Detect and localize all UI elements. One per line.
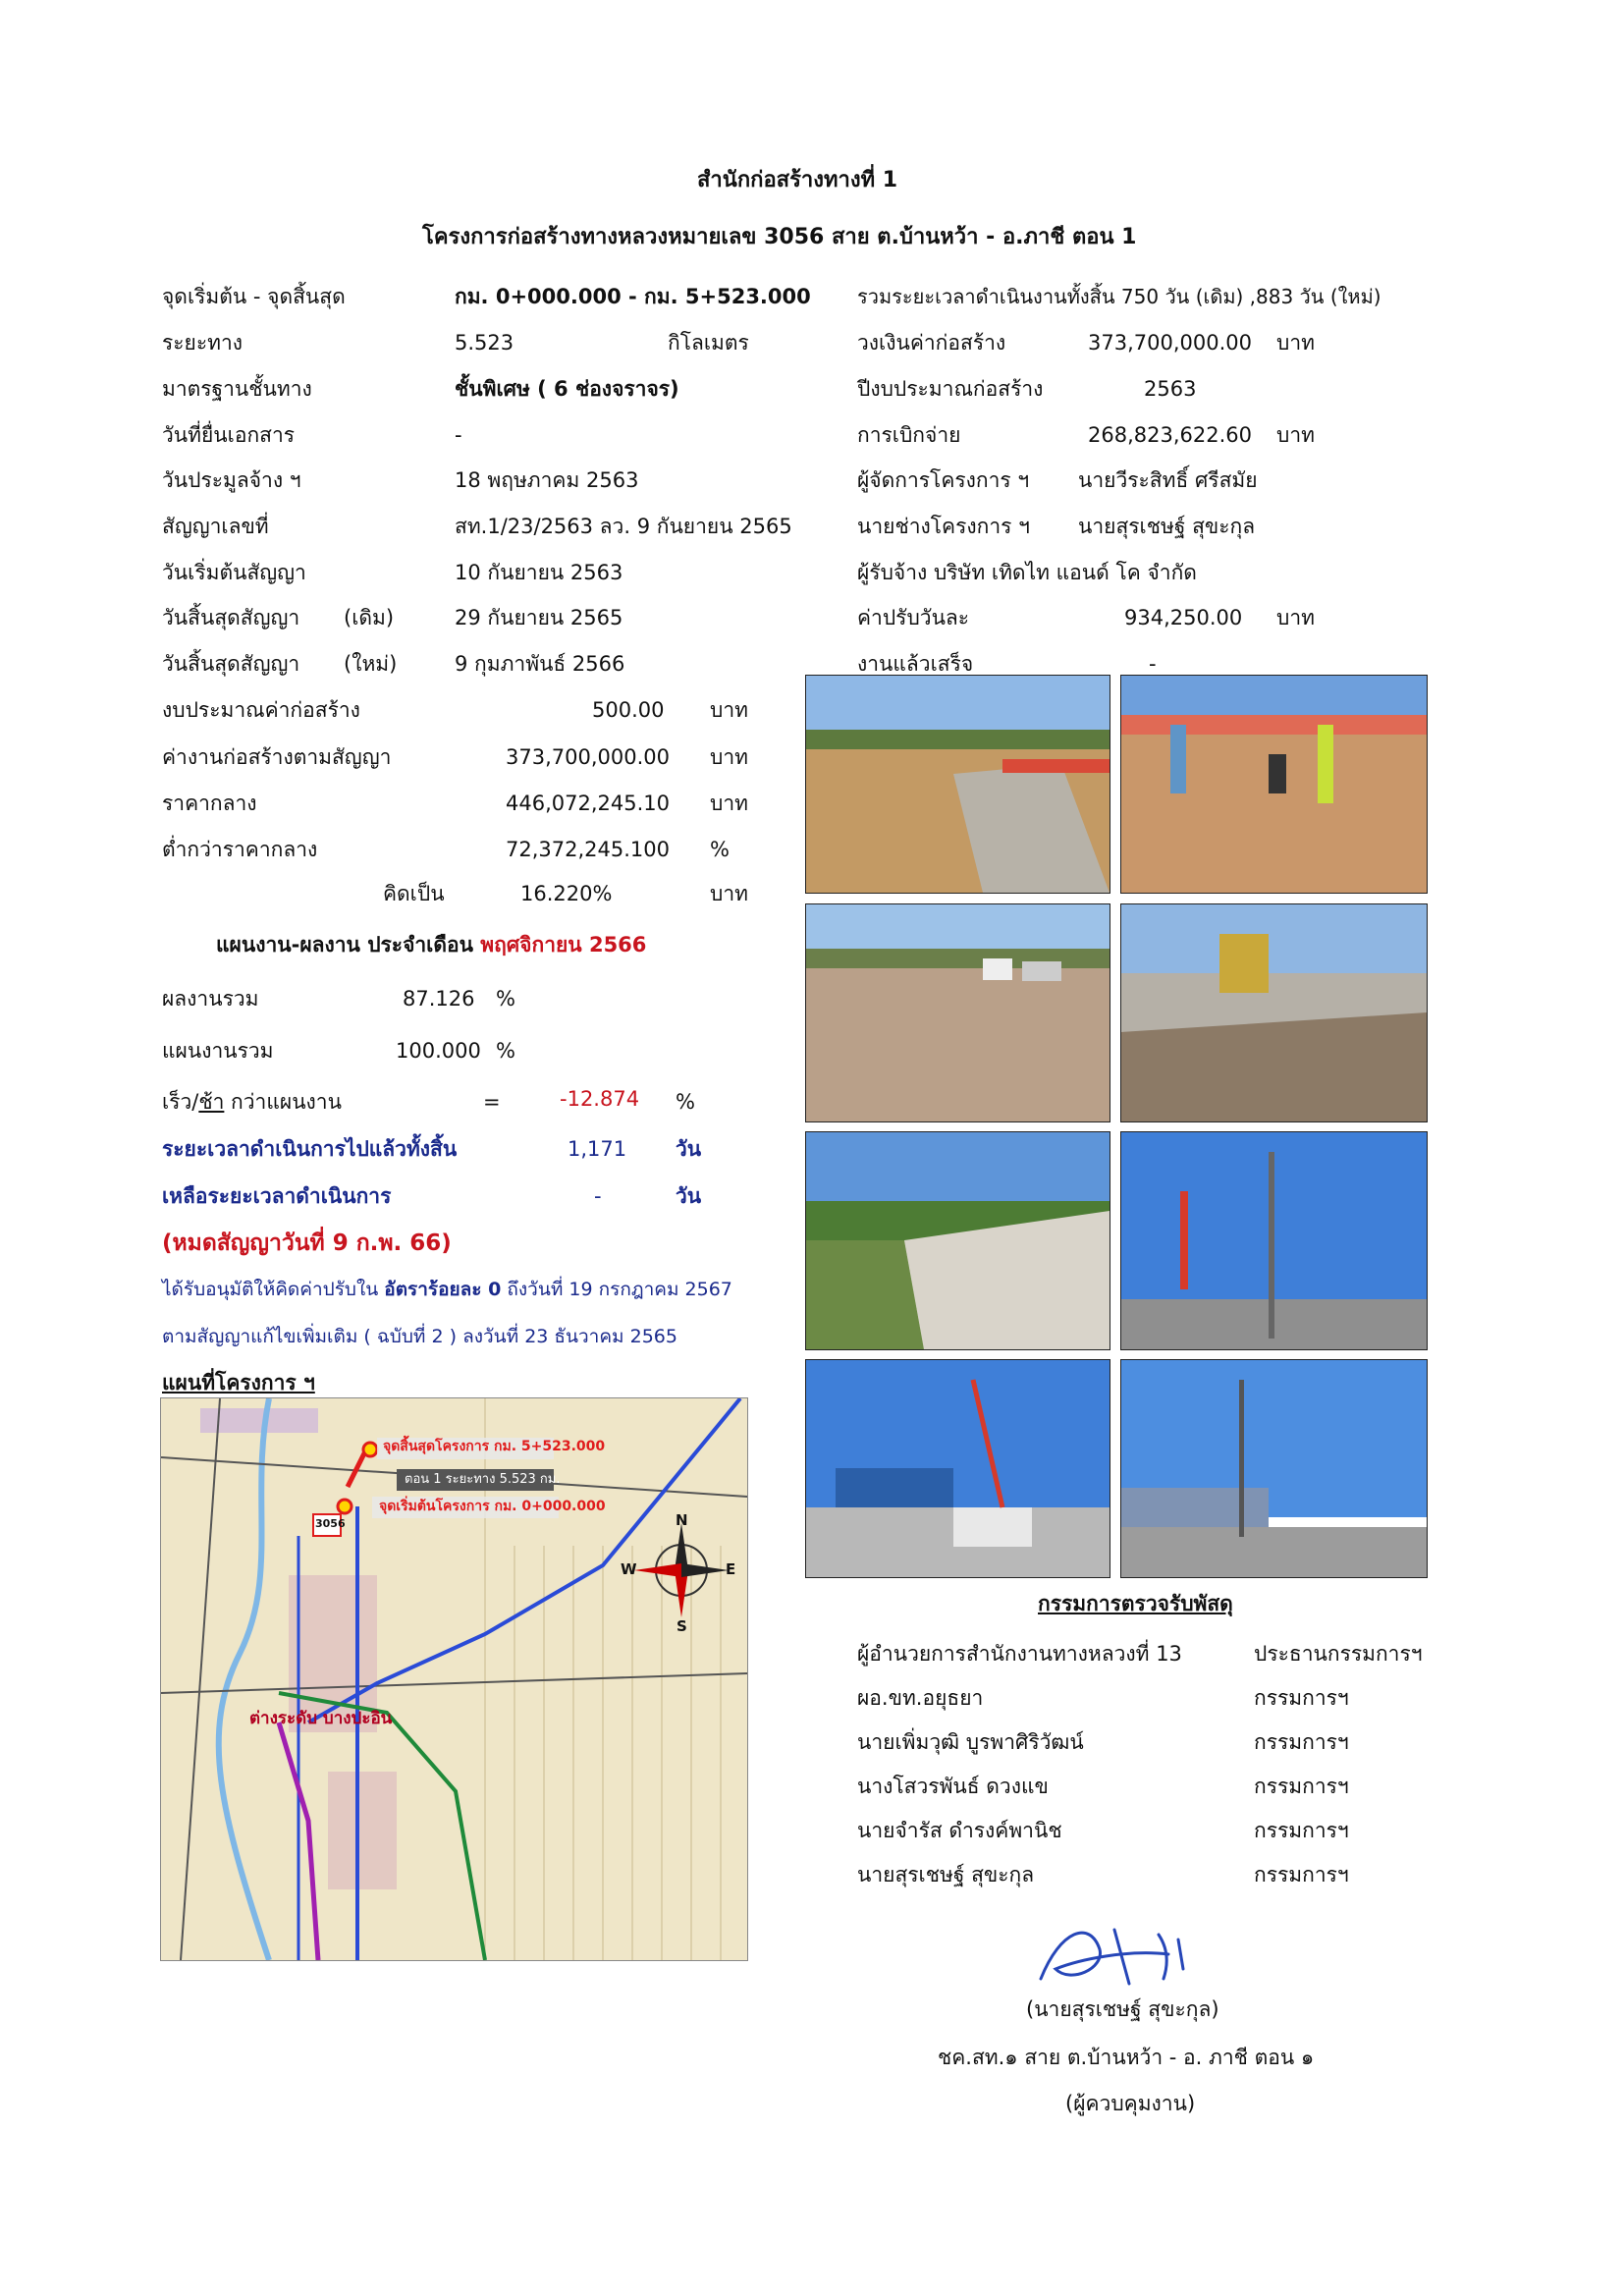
ratio-unit: บาท	[710, 882, 748, 905]
start-date-label: วันเริ่มต้นสัญญา	[162, 561, 306, 584]
map-start-label: จุดเริ่มต้นโครงการ กม. 0+000.000	[379, 1499, 606, 1514]
submit-value: -	[455, 423, 462, 447]
signer-name: (นายสุรเชษฐ์ สุขะกุล)	[1026, 1997, 1219, 2021]
end-old-tag: (เดิม)	[344, 606, 395, 629]
bid-value: 18 พฤษภาคม 2563	[455, 468, 639, 492]
diff-value: -12.874	[560, 1087, 640, 1111]
committee-member-name: นางโสวรพันธ์ ดวงแข	[857, 1775, 1049, 1798]
compass-e: E	[726, 1560, 736, 1578]
committee-member-role: กรรมการฯ	[1254, 1819, 1349, 1842]
committee-member-role: กรรมการฯ	[1254, 1775, 1349, 1798]
committee-member-name: ผู้อำนวยการสำนักงานทางหลวงที่ 13	[857, 1642, 1182, 1666]
map-end-label: จุดสิ้นสุดโครงการ กม. 5+523.000	[383, 1439, 606, 1454]
site-photo-8	[1120, 1359, 1428, 1578]
committee-member-role: ประธานกรรมการฯ	[1254, 1642, 1423, 1666]
contractor-text: ผู้รับจ้าง บริษัท เทิดไท แอนด์ โค จำกัด	[857, 561, 1197, 584]
paid-label: การเบิกจ่าย	[857, 423, 961, 447]
start-point-marker	[338, 1500, 352, 1513]
diff-label	[162, 1092, 342, 1113]
site-photo-3	[805, 903, 1110, 1122]
remaining-label: เหลือระยะเวลาดำเนินการ	[162, 1184, 392, 1208]
fine-unit: บาท	[1276, 606, 1315, 629]
engineer-value: นายสุรเชษฐ์ สุขะกุล	[1078, 515, 1256, 538]
progress-title-prefix: แผนงาน-ผลงาน ประจำเดือน	[216, 933, 473, 957]
committee-member-name: นายสุรเชษฐ์ สุขะกุล	[857, 1863, 1035, 1886]
committee-member-role: กรรมการฯ	[1254, 1863, 1349, 1886]
progress-month: พฤศจิกายน 2566	[480, 933, 647, 957]
manager-label: ผู้จัดการโครงการ ฯ	[857, 468, 1030, 492]
est-budget-value: 500.00	[592, 698, 665, 722]
median-price-label: ราคากลาง	[162, 792, 257, 815]
distance-unit: กิโลเมตร	[668, 331, 749, 355]
end-new-value: 9 กุมภาพันธ์ 2566	[455, 652, 625, 676]
end-old-label: วันสิ้นสุดสัญญา	[162, 606, 300, 629]
paid-value: 268,823,622.60	[1088, 423, 1252, 447]
below-median-unit: %	[710, 838, 730, 861]
site-photo-5	[805, 1131, 1110, 1350]
committee-member-name: นายจำรัส ดำรงค์พานิช	[857, 1819, 1062, 1842]
signer-position: ชค.สท.๑ สาย ต.บ้านหว้า - อ. ภาชี ตอน ๑	[938, 2046, 1315, 2069]
contract-amount-label: ค่างานก่อสร้างตามสัญญา	[162, 745, 392, 769]
contract-label: สัญญาเลขที่	[162, 515, 269, 538]
committee-member-name: ผอ.ขท.อยุธยา	[857, 1686, 984, 1710]
below-median-value: 72,372,245.100	[506, 838, 670, 861]
budget-label: วงเงินค่าก่อสร้าง	[857, 331, 1006, 355]
median-price-unit: บาท	[710, 792, 748, 815]
site-photo-1	[805, 675, 1110, 894]
site-photo-7	[805, 1359, 1110, 1578]
est-budget-unit: บาท	[710, 698, 748, 722]
project-title: โครงการก่อสร้างทางหลวงหมายเลข 3056 สาย ต.บ้านหว้า - อ.ภาชี ตอน 1	[422, 225, 1137, 249]
standard-label: มาตรฐานชั้นทาง	[162, 377, 312, 401]
signature-image	[1021, 1910, 1218, 1998]
actual-value: 87.126	[403, 987, 475, 1011]
plan-value: 100.000	[396, 1039, 481, 1063]
plan-label: แผนงานรวม	[162, 1039, 274, 1063]
diff-eq: =	[483, 1090, 501, 1114]
ratio-value: 16.220%	[520, 882, 613, 905]
distance-label: ระยะทาง	[162, 331, 244, 355]
fine-value: 934,250.00	[1124, 606, 1243, 629]
actual-label: ผลงานรวม	[162, 987, 259, 1011]
elapsed-unit: วัน	[676, 1137, 702, 1161]
office-title: สำนักก่อสร้างทางที่ 1	[697, 168, 898, 192]
committee-member-role: กรรมการฯ	[1254, 1730, 1349, 1754]
submit-label: วันที่ยื่นเอกสาร	[162, 423, 296, 447]
elapsed-value: 1,171	[568, 1137, 627, 1161]
done-label: งานแล้วเสร็จ	[857, 652, 974, 676]
diff-label-slow: ช้า	[198, 1090, 225, 1114]
signer-role: (ผู้ควบคุมงาน)	[1065, 2092, 1196, 2115]
route-number: 3056	[315, 1517, 346, 1530]
diff-unit: %	[676, 1090, 695, 1114]
progress-title	[216, 935, 646, 956]
end-new-label: วันสิ้นสุดสัญญา	[162, 652, 300, 676]
start-end-label: จุดเริ่มต้น - จุดสิ้นสุด	[162, 285, 346, 308]
diff-label-fast: เร็ว/	[162, 1090, 199, 1114]
bid-label: วันประมูลจ้าง ฯ	[162, 468, 301, 492]
below-median-label: ต่ำกว่าราคากลาง	[162, 838, 318, 861]
remaining-value: -	[594, 1184, 602, 1208]
standard-value: ชั้นพิเศษ ( 6 ช่องจราจร)	[455, 377, 679, 401]
contract-value: สท.1/23/2563 ลว. 9 กันยายน 2565	[455, 515, 792, 538]
median-price-value: 446,072,245.10	[506, 792, 670, 815]
map-district-label: ต่างระดับ บางปะอิน	[249, 1709, 393, 1728]
end-new-tag: (ใหม่)	[344, 652, 398, 676]
distance-value: 5.523	[455, 331, 514, 355]
end-point-marker	[363, 1443, 377, 1456]
fiscal-value: 2563	[1144, 377, 1197, 401]
approve-suffix: ถึงวันที่ 19 กรกฎาคม 2567	[501, 1279, 732, 1300]
done-value: -	[1149, 652, 1157, 676]
duration-text: รวมระยะเวลาดำเนินงานทั้งสิ้น 750 วัน (เดิม) ,883 วัน (ใหม่)	[857, 285, 1381, 308]
committee-member-name: นายเพิ่มวุฒิ บูรพาศิริวัฒน์	[857, 1730, 1084, 1754]
approve-rate: อัตราร้อยละ 0	[384, 1279, 502, 1300]
actual-unit: %	[496, 987, 515, 1011]
ratio-label: คิดเป็น	[383, 882, 445, 905]
amend-note: ตามสัญญาแก้ไขเพิ่มเติม ( ฉบับที่ 2 ) ลงวันที่ 23 ธันวาคม 2565	[162, 1326, 677, 1347]
compass-s: S	[677, 1617, 687, 1635]
fiscal-label: ปีงบประมาณก่อสร้าง	[857, 377, 1044, 401]
site-photo-2	[1120, 675, 1428, 894]
committee-heading: กรรมการตรวจรับพัสดุ	[1038, 1592, 1233, 1615]
contract-amount-unit: บาท	[710, 745, 748, 769]
budget-value: 373,700,000.00	[1088, 331, 1252, 355]
end-old-value: 29 กันยายน 2565	[455, 606, 623, 629]
site-photo-6	[1120, 1131, 1428, 1350]
approve-note	[162, 1281, 732, 1299]
compass-n: N	[676, 1511, 688, 1529]
start-date-value: 10 กันยายน 2563	[455, 561, 623, 584]
manager-value: นายวีระสิทธิ์ ศรีสมัย	[1078, 468, 1258, 492]
fine-label: ค่าปรับวันละ	[857, 606, 970, 629]
budget-unit: บาท	[1276, 331, 1315, 355]
compass-w: W	[621, 1560, 637, 1578]
site-photo-4	[1120, 903, 1428, 1122]
map-length-label: ตอน 1 ระยะทาง 5.523 กม.	[405, 1472, 561, 1487]
map-heading: แผนที่โครงการ ฯ	[162, 1371, 315, 1394]
expire-note: (หมดสัญญาวันที่ 9 ก.พ. 66)	[162, 1230, 452, 1256]
remaining-unit: วัน	[676, 1184, 702, 1208]
est-budget-label: งบประมาณค่าก่อสร้าง	[162, 698, 360, 722]
approve-prefix: ได้รับอนุมัติให้คิดค่าปรับใน	[162, 1279, 385, 1300]
elapsed-label: ระยะเวลาดำเนินการไปแล้วทั้งสิ้น	[162, 1137, 458, 1161]
start-end-value: กม. 0+000.000 - กม. 5+523.000	[455, 285, 811, 308]
project-map	[160, 1397, 748, 1961]
contract-amount-value: 373,700,000.00	[506, 745, 670, 769]
plan-unit: %	[496, 1039, 515, 1063]
engineer-label: นายช่างโครงการ ฯ	[857, 515, 1030, 538]
diff-label-rest: กว่าแผนงาน	[224, 1090, 342, 1114]
paid-unit: บาท	[1276, 423, 1315, 447]
committee-member-role: กรรมการฯ	[1254, 1686, 1349, 1710]
